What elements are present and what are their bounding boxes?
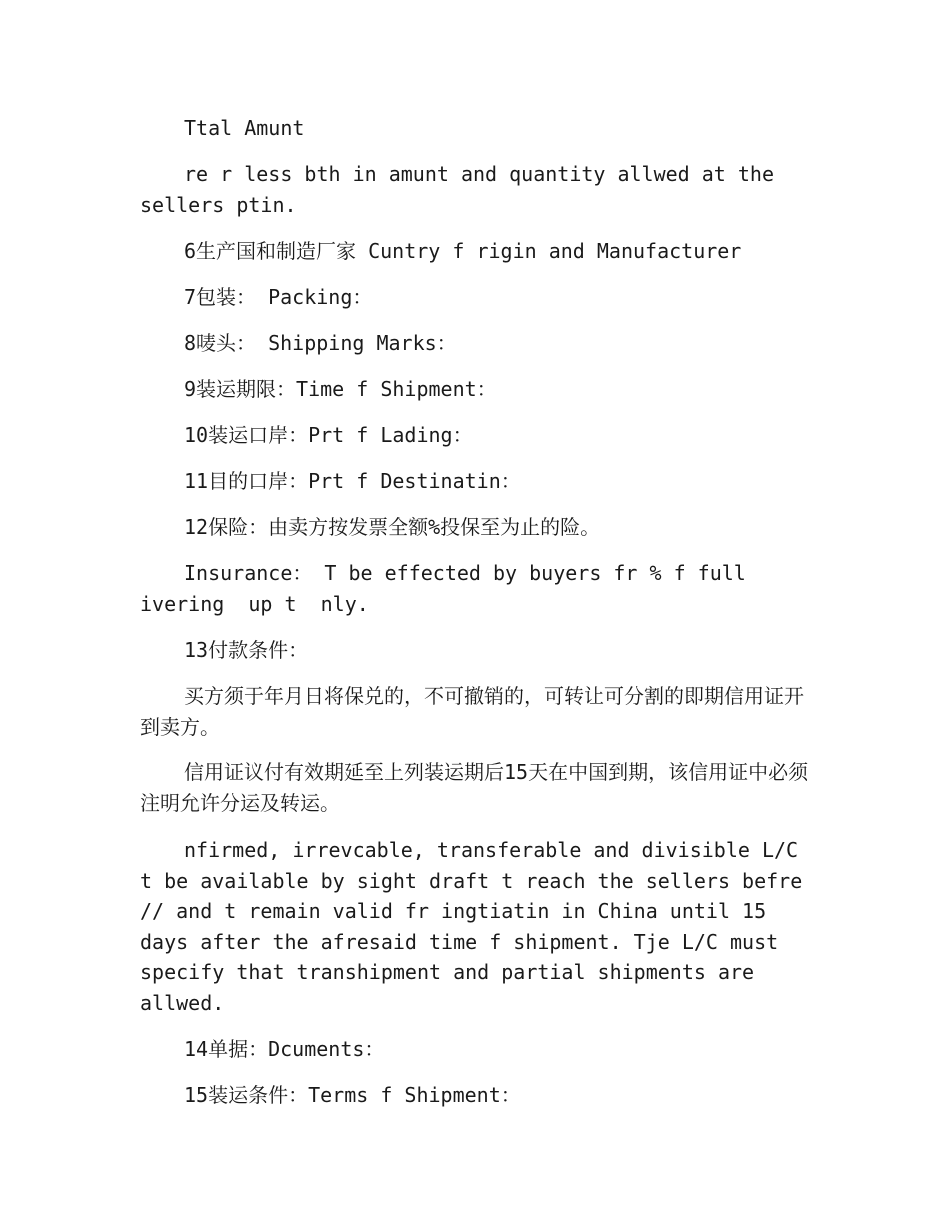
clause-6-country-of-origin: 6生产国和制造厂家 Cuntry f rigin and Manufacturer xyxy=(184,239,742,263)
clause-15-terms-of-shipment: 15装运条件：Terms f Shipment： xyxy=(184,1083,521,1107)
clause-13-payment-heading: 13付款条件： xyxy=(184,638,309,662)
clause-11-port-of-destination: 11目的口岸：Prt f Destinatin： xyxy=(184,469,521,493)
clause-7-packing: 7包装： Packing： xyxy=(184,285,373,309)
more-or-less-clause: re r less bth in amunt and quantity allwed at the sellers ptin. xyxy=(140,162,787,217)
clause-9-time-of-shipment: 9装运期限：Time f Shipment： xyxy=(184,377,497,401)
clause-10-port-of-lading: 10装运口岸：Prt f Lading： xyxy=(184,423,473,447)
total-amount-heading: Ttal Amunt xyxy=(184,116,305,140)
clause-12-insurance-cn: 12保险：由卖方按发票全额%投保至为止的险。 xyxy=(184,515,601,539)
clause-14-documents: 14单据：Dcuments： xyxy=(184,1037,385,1061)
clause-12-insurance-en: Insurance： T be effected by buyers fr % f full ivering up t nly. xyxy=(140,561,758,616)
clause-8-shipping-marks: 8唛头： Shipping Marks： xyxy=(184,331,457,355)
clause-13-payment-en: nfirmed, irrevcable, transferable and divisible L/C t be available by sight draft t reach the sellers befre // and t remain valid fr ingtiatin in China until 15 days after the afresaid time f shipment. Tje L/C must specify that transhipment and partial shipments are allwed. xyxy=(140,838,815,1015)
clause-13-payment-cn-1: 买方须于年月日将保兑的，不可撤销的，可转让可分割的即期信用证开到卖方。 xyxy=(140,684,804,739)
clause-13-payment-cn-2: 信用证议付有效期延至上列装运期后15天在中国到期，该信用证中必须注明允许分运及转运。 xyxy=(140,760,809,815)
